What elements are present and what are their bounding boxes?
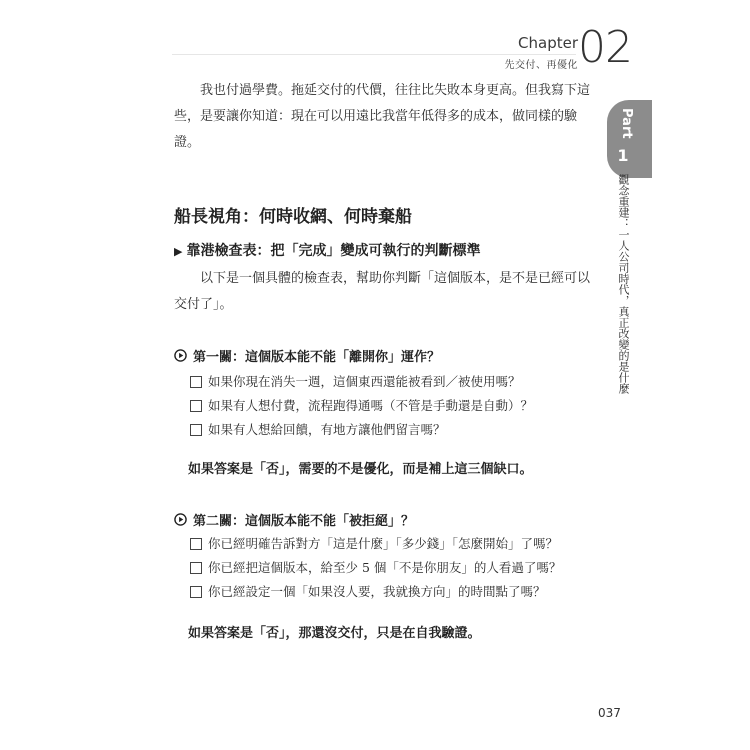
part-title: 觀念重建：一人公司時代，真正改變的是什麼 <box>617 174 630 394</box>
triangle-icon: ▶ <box>174 245 183 258</box>
checkbox-icon[interactable] <box>190 376 202 388</box>
subsection-title-text: 靠港檢查表：把「完成」變成可執行的判斷標準 <box>186 243 481 259</box>
chapter-number: 02 <box>578 22 632 73</box>
gate1-conclusion: 如果答案是「否」，需要的不是優化，而是補上這三個缺口。 <box>188 462 533 477</box>
checklist-item <box>190 532 561 556</box>
checklist-item <box>190 394 533 418</box>
checklist-item-text: 如果你現在消失一週，這個東西還能被看到／被使用嗎？ <box>208 374 521 389</box>
intro-paragraph: 我也付過學費。拖延交付的代價，往往比失敗本身更高。但我寫下這些，是要讓你知道：現在可以用遠比我當年低得多的成本，做同樣的驗證。 <box>174 83 591 150</box>
chapter-label: Chapter <box>518 34 578 52</box>
checklist-item-text: 如果有人想給回饋，有地方讓他們留言嗎？ <box>208 422 446 437</box>
gate2-conclusion: 如果答案是「否」，那還沒交付，只是在自我驗證。 <box>188 626 481 641</box>
gate1-heading <box>174 346 440 365</box>
play-circle-icon <box>174 349 187 362</box>
checklist-item-text: 你已經明確告訴對方「這是什麼」「多少錢」「怎麼開始」了嗎？ <box>208 536 559 551</box>
checklist-item <box>190 370 533 394</box>
checklist-item <box>190 418 533 442</box>
gate1-checklist <box>190 370 533 442</box>
chapter-subtitle: 先交付、再優化 <box>504 60 578 71</box>
gate1-title: 第一關：這個版本能不能「離開你」運作？ <box>193 350 441 365</box>
section-title: 船長視角：何時收網、何時棄船 <box>174 207 412 227</box>
play-circle-icon <box>174 513 187 526</box>
checklist-item-text: 你已經設定一個「如果沒人要，我就換方向」的時間點了嗎？ <box>208 584 546 599</box>
checkbox-icon[interactable] <box>190 586 202 598</box>
part-number: 1 <box>617 146 629 165</box>
checkbox-icon[interactable] <box>190 400 202 412</box>
gate2-title: 第二關：這個版本能不能「被拒絕」？ <box>193 514 415 529</box>
subsection-title <box>174 240 480 260</box>
checkbox-icon[interactable] <box>190 424 202 436</box>
checklist-item <box>190 556 561 580</box>
gate2-checklist <box>190 532 561 604</box>
part-label: Part <box>619 108 634 139</box>
gate2-heading <box>174 510 414 529</box>
subsection-intro: 以下是一個具體的檢查表，幫助你判斷「這個版本，是不是已經可以交付了」。 <box>174 271 591 312</box>
checklist-item-text: 你已經把這個版本，給至少 5 個「不是你朋友」的人看過了嗎？ <box>208 560 562 575</box>
checklist-item <box>190 580 561 604</box>
header-rule <box>172 54 576 55</box>
page-number: 037 <box>598 706 621 720</box>
checkbox-icon[interactable] <box>190 562 202 574</box>
checklist-item-text: 如果有人想付費，流程跑得通嗎（不管是手動還是自動）？ <box>208 398 534 413</box>
checkbox-icon[interactable] <box>190 538 202 550</box>
